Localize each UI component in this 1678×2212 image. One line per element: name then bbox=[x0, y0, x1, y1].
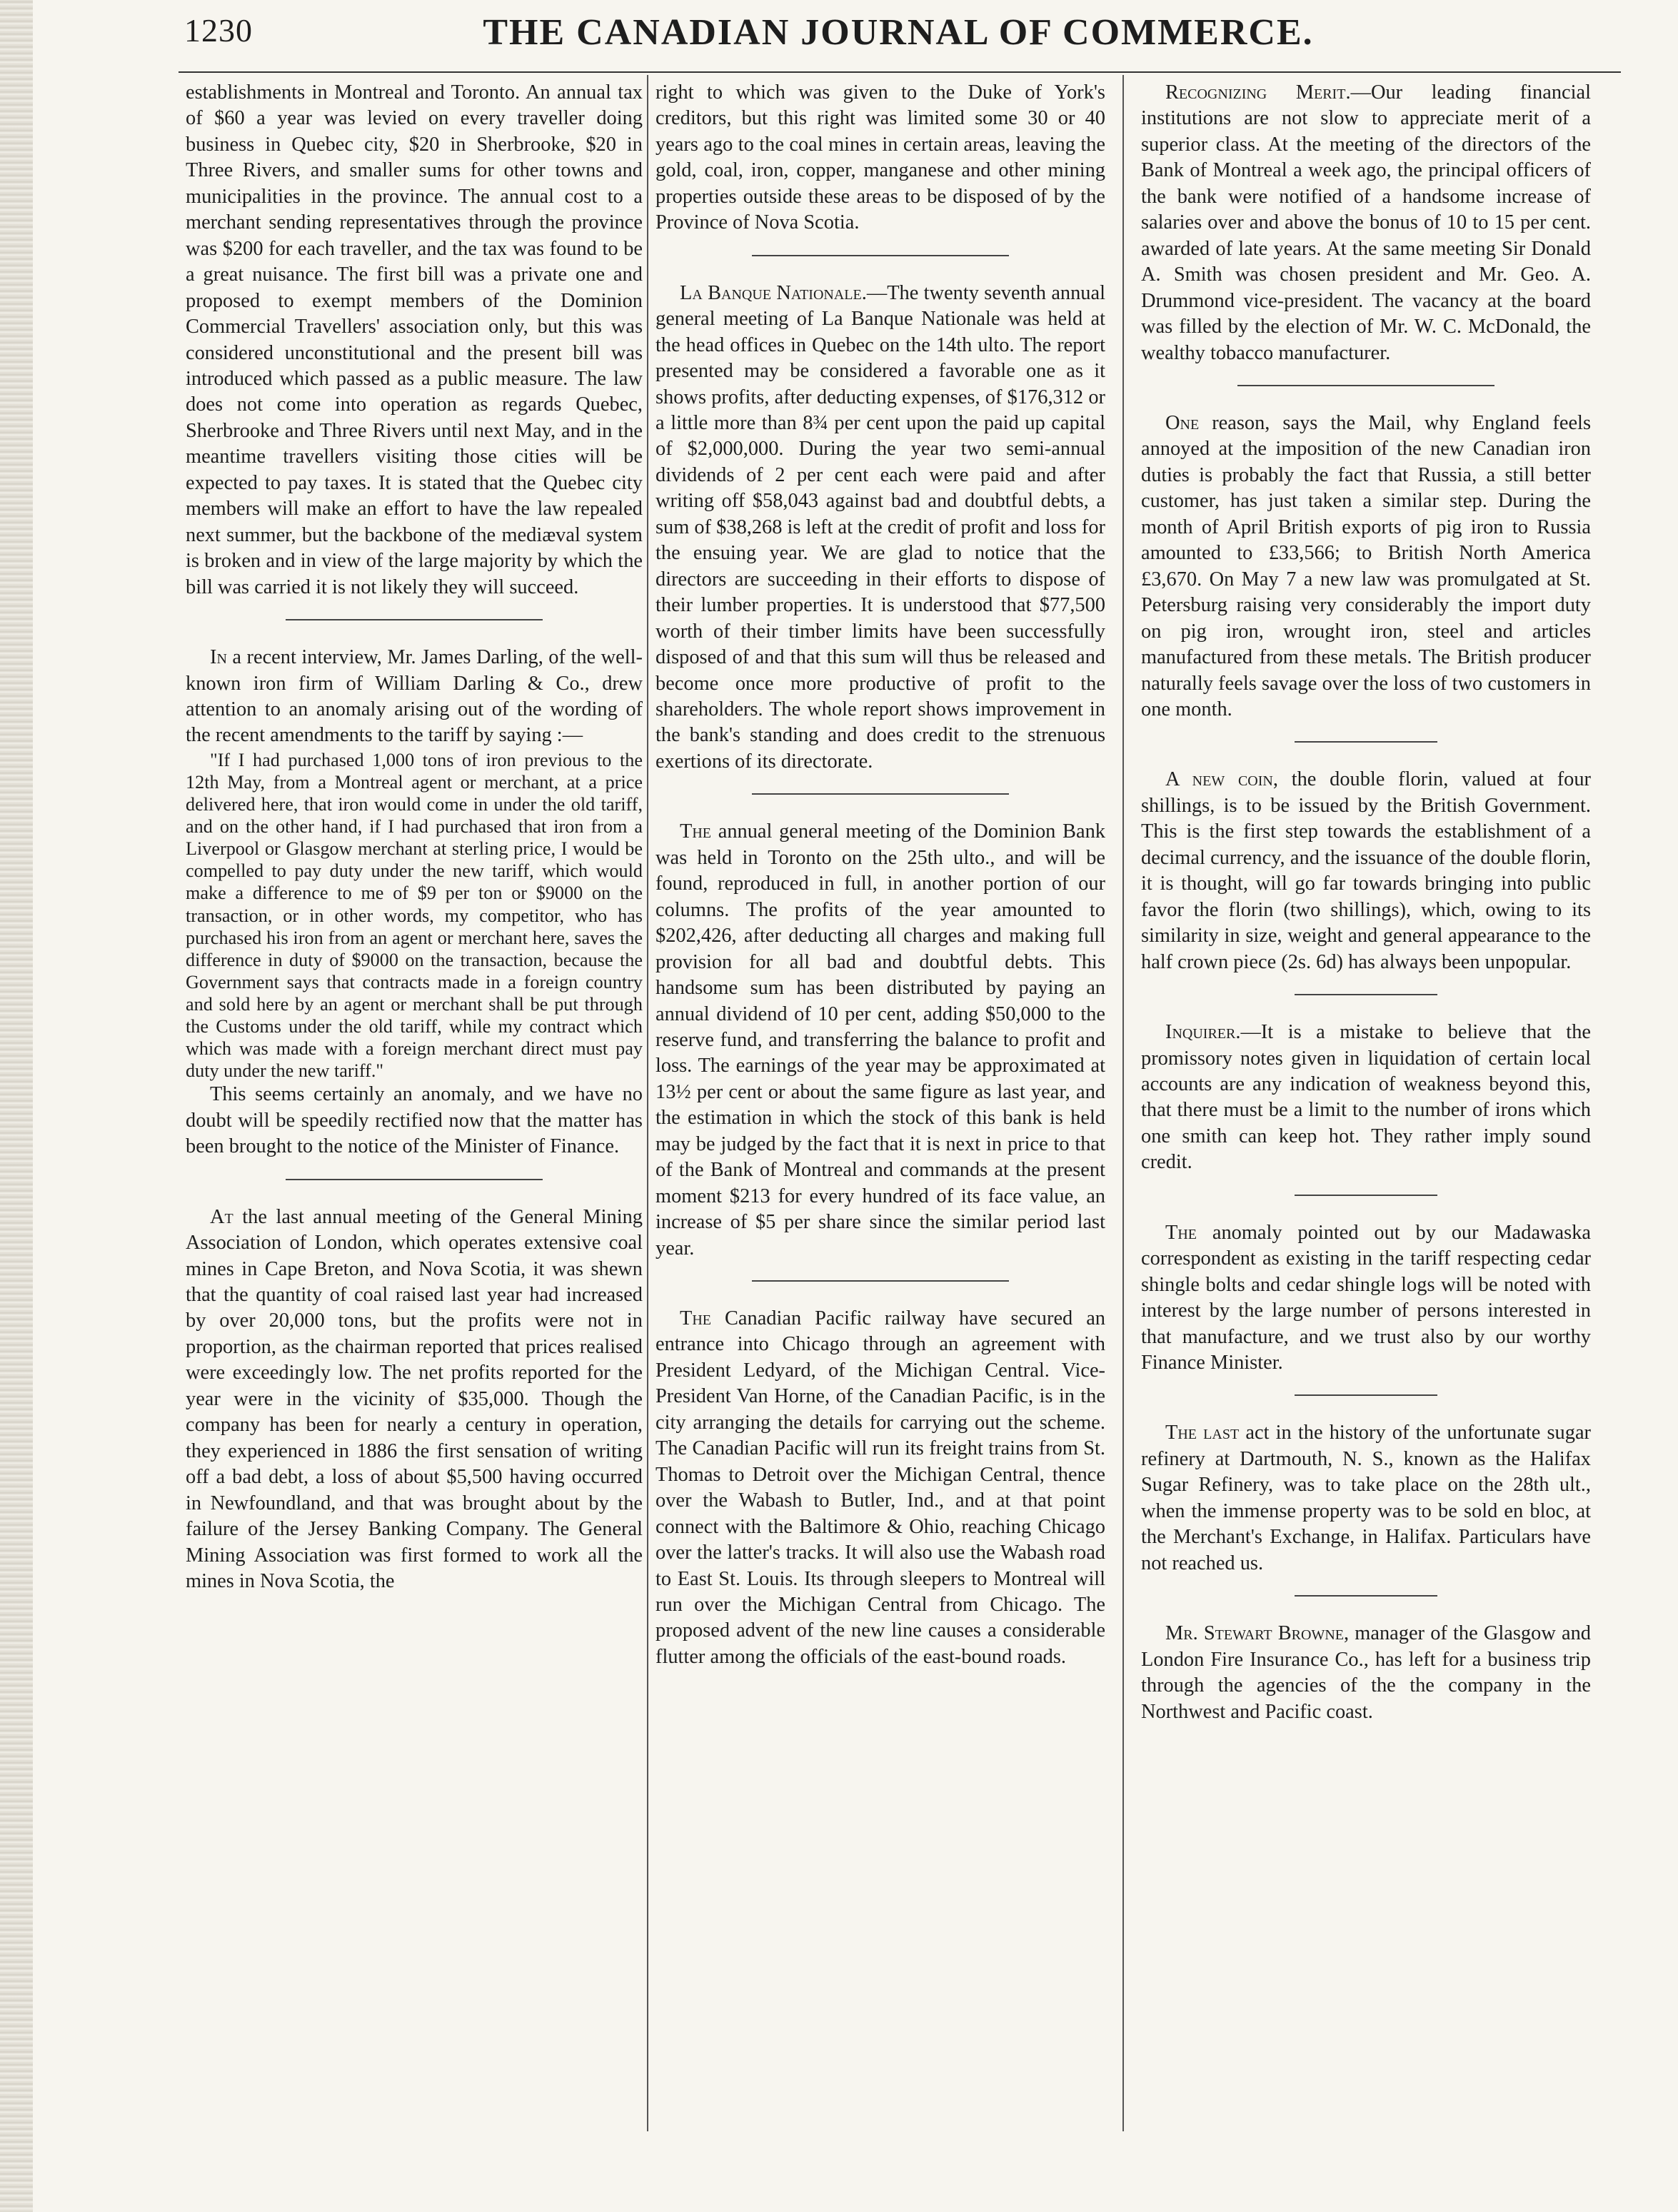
article-text: a recent interview, Mr. James Darling, of the well-known iron firm of William Darling & Co., drew attention to an anomaly arising out of the wording of the recent amendments to the tariff by saying :— bbox=[186, 646, 643, 747]
article-paragraph bbox=[186, 1205, 643, 1595]
lead-in: Mr. Stewart Browne, bbox=[1165, 1622, 1350, 1645]
lead-in: At bbox=[210, 1205, 233, 1228]
separator-rule bbox=[752, 255, 1009, 256]
article-text: —The twenty seventh annual general meeting of La Banque Nationale was held at the head offices in Quebec on the 14th ulto. The report presented may be considered a favorable one as it shows profits, after deducting expenses, of $176,312 or a little more than 8¾ per cent upon the paid up capital of $2,000,000. During the year two semi-annual dividends of 2 per cent each were paid and after writing off $58,043 against bad and doubtful debts, a sum of $38,268 is left at the credit of profit and loss for the ensuing year. We are glad to notice that the directors are succeeding in their efforts to dispose of their lumber properties. It is understood that $77,500 worth of their timber limits have been successfully disposed of and that this sum will thus be released and become once more productive of profit to the shareholders. The whole report shows improvement in the bank's standing and does credit to the strenuous exertions of its directorate. bbox=[655, 281, 1105, 773]
article-text: anomaly pointed out by our Madawaska correspondent as existing in the tariff respecting cedar shingle bolts and cedar shingle logs will be noted with interest by the large number of persons interested in that manufacture, and we trust also by our worthy Finance Minister. bbox=[1141, 1221, 1591, 1374]
journal-title: THE CANADIAN JOURNAL OF COMMERCE. bbox=[483, 12, 1314, 53]
scan-edge bbox=[0, 0, 33, 2212]
separator-rule bbox=[752, 1280, 1009, 1282]
lead-in: The last bbox=[1165, 1422, 1240, 1444]
article-paragraph bbox=[1141, 1621, 1591, 1725]
lead-in: La Banque Nationale. bbox=[680, 281, 867, 304]
article-text: Canadian Pacific railway have secured an entrance into Chicago through an agreement with President Ledyard, of the Michigan Central. Vice-President Van Horne, of the Canadian Pacific, is in the city arranging the details for carrying out the scheme. The Canadian Pacific will run its freight trains from St. Thomas to Detroit over the Michigan Central, thence over the Wabash to Butler, Ind., and at that point connect with the Baltimore & Ohio, reaching Chicago over the latter's tracks. It will also use the Wabash road to East St. Louis. Its through sleepers to Montreal will run over the Michigan Central from Chicago. The proposed advent of the new line causes a considerable flutter among the officials of the east-bound roads. bbox=[655, 1307, 1105, 1668]
article-text: reason, says the Mail, why England feels annoyed at the imposition of the new Canadian iron duties is probably the fact that Russia, a still better customer, has just taken a similar step. During the month of April British exports of pig iron to Russia amounted to £33,566; to British North America £3,670. On May 7 a new law was promulgated at St. Petersburg raising very considerably the import duty on pig iron, wrought iron, steel and articles manufactured from these metals. The British producer naturally feels savage over the loss of two customers in one month. bbox=[1141, 411, 1591, 720]
column-rule bbox=[1122, 75, 1124, 2131]
article-text: the last annual meeting of the General Mining Association of London, which operates extensive coal mines in Cape Breton, and Nova Scotia, it was shewn that the quantity of coal raised last year had increased by over 20,000 tons, but the profits were not in proportion, as the chairman reported that prices realised were exceedingly low. The net profits reported for the year were in the vicinity of $35,000. Though the company has been for nearly a century in operation, they experienced in 1886 the first sensation of writing off a bad debt, a loss of about $5,500 having occurred in Newfoundland, and that was brought about by the failure of the Jersey Banking Company. The General Mining Association was first formed to work all the mines in Nova Scotia, the bbox=[186, 1205, 643, 1592]
article-paragraph bbox=[1141, 411, 1591, 723]
article-paragraph: establishments in Montreal and Toronto. An annual tax of $60 a year was levied on every traveller doing business in Quebec city, $20 in Sherbrooke, $20 in Three Rivers, and smaller sums for other towns and municipalities in the province. The annual cost to a merchant sending representatives through the province was $200 for each traveller, and the tax was found to be a great nuisance. The first bill was a private one and proposed to exempt members of the Dominion Commercial Travellers' association only, but this was considered unconstitutional and the present bill was introduced which passed as a public measure. The law does not come into operation as regards Quebec, Sherbrooke and Three Rivers until next May, and in the meantime travellers visiting those cities will be expected to pay taxes. It is stated that the Quebec city members will make an effort to have the law repealed next summer, but the backbone of the mediæval system is broken and in view of the large majority by which the bill was carried it is not likely they will succeed. bbox=[186, 81, 643, 598]
column-rule bbox=[647, 75, 648, 2131]
lead-in: In bbox=[210, 646, 227, 669]
article-paragraph bbox=[1141, 767, 1591, 975]
column-1 bbox=[186, 80, 643, 1594]
column-2 bbox=[655, 80, 1105, 1670]
article-paragraph bbox=[655, 819, 1105, 1262]
separator-rule bbox=[1295, 1195, 1437, 1196]
separator-rule bbox=[1295, 994, 1437, 995]
article-text: the double florin, valued at four shillings, is to be issued by the British Government. This is the first step towards the establishment of a decimal currency, and the issuance of the double florin, it is thought, will go far towards bringing into public favor the florin (two shillings), which, owing to its similarity in size, weight and general appearance to the half crown piece (2s. 6d) has always been unpopular. bbox=[1141, 768, 1591, 973]
article-text: —It is a mistake to believe that the promissory notes given in liquidation of certain local accounts are any indication of weakness beyond this, that there must be a limit to the number of irons which one smith can keep hot. They rather imply sound credit. bbox=[1141, 1021, 1591, 1174]
separator-rule bbox=[1295, 1394, 1437, 1396]
lead-in: The bbox=[680, 1307, 712, 1330]
header-rule bbox=[179, 71, 1621, 73]
article-paragraph bbox=[1141, 1020, 1591, 1176]
article-text: —Our leading financial institutions are not slow to appreciate merit of a superior class. At the meeting of the directors of the Bank of Montreal a week ago, the principal officers of the bank were notified of a handsome increase of salaries over and above the bonus of 10 to 15 per cent. awarded of late years. At the same meeting Sir Donald A. Smith was chosen president and Mr. Geo. A. Drummond vice-president. The vacancy at the board was filled by the election of Mr. W. C. McDonald, the wealthy tobacco manufacturer. bbox=[1141, 81, 1591, 364]
lead-in: Recognizing Merit. bbox=[1165, 81, 1351, 104]
separator-rule bbox=[752, 793, 1009, 795]
column-3 bbox=[1141, 80, 1591, 1725]
article-paragraph bbox=[1141, 1420, 1591, 1577]
article-text: annual general meeting of the Dominion Bank was held in Toronto on the 25th ulto., and will be found, reproduced in full, in another portion of our columns. The profits of the year amounted to $202,426, after deducting all charges and making full provision for all bad and doubtful debts. This handsome sum has been distributed by paying an annual dividend of 10 per cent, adding $50,000 to the reserve fund, and transferring the balance to profit and loss. The earnings of the year may be approximated at 13½ per cent or about the same figure as last year, and the estimation in which the stock of this bank is held may be judged by the fact that it is next in price to that of the Bank of Montreal and commands at the present moment $213 for every hundred of its face value, an increase of $5 per share since the similar period last year. bbox=[655, 820, 1105, 1260]
article-paragraph bbox=[655, 1306, 1105, 1670]
lead-in: The bbox=[680, 820, 712, 843]
lead-in: The bbox=[1165, 1221, 1197, 1244]
page-header bbox=[184, 11, 1612, 69]
article-paragraph bbox=[186, 645, 643, 749]
article-paragraph bbox=[1141, 1220, 1591, 1377]
article-paragraph bbox=[1141, 80, 1591, 366]
lead-in: One bbox=[1165, 411, 1200, 434]
separator-rule bbox=[1295, 1595, 1437, 1597]
separator-rule bbox=[286, 619, 543, 620]
article-paragraph: This seems certainly an anomaly, and we have no doubt will be speedily rectified now that the matter has been brought to the notice of the Minister of Finance. bbox=[186, 1083, 643, 1158]
separator-rule bbox=[286, 1179, 543, 1180]
lead-in: A new coin, bbox=[1165, 768, 1278, 791]
article-paragraph: right to which was given to the Duke of York's creditors, but this right was limited some 30 or 40 years ago to the coal mines in certain areas, leaving the gold, coal, iron, copper, manganese and other mining properties outside these areas to be disposed of by the Province of Nova Scotia. bbox=[655, 81, 1105, 234]
separator-rule bbox=[1237, 385, 1494, 386]
page-number: 1230 bbox=[184, 12, 253, 49]
article-text: act in the history of the unfortunate sugar refinery at Dartmouth, N. S., known as the Halifax Sugar Refinery, was to take place on the 28th ult., when the immense property was to be sold en bloc, at the Merchant's Exchange, in Halifax. Particulars have not reached us. bbox=[1141, 1422, 1591, 1574]
quotation: "If I had purchased 1,000 tons of iron previous to the 12th May, from a Montreal agent or merchant, at a price delivered here, that iron would come in under the old tariff, and on the other hand, if I had purchased that iron from a Liverpool or Glasgow merchant at sterling price, I would be compelled to pay duty under the new tariff, which would make a difference to me of $9 per ton or $9000 on the transaction, or in other words, my competitor, who has purchased his iron from an agent or merchant here, saves the difference in duty of $9000 on the transaction, because the Government says that contracts made in a foreign country and sold here by an agent or merchant shall be put through the Customs under the old tariff, while my contract which which was made with a foreign merchant direct must pay duty under the new tariff." bbox=[186, 749, 643, 1082]
article-paragraph bbox=[655, 281, 1105, 775]
lead-in: Inquirer. bbox=[1165, 1021, 1241, 1044]
article-text: manager of the Glasgow and London Fire Insurance Co., has left for a business trip through the agencies of the the company in the Northwest and Pacific coast. bbox=[1141, 1622, 1591, 1723]
separator-rule bbox=[1295, 741, 1437, 743]
